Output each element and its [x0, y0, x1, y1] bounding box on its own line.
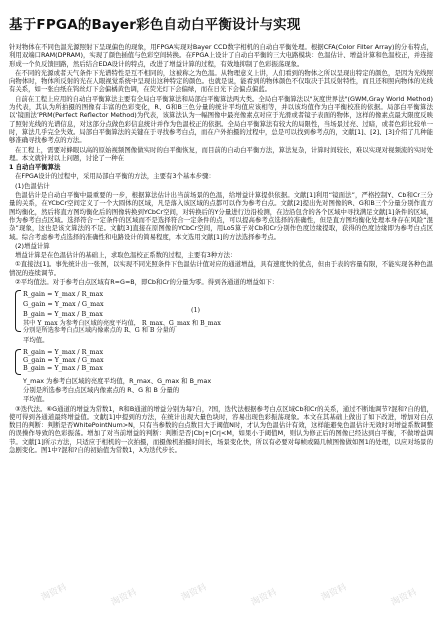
- equation-brace: [15, 349, 21, 375]
- equation-note: 平均值。: [23, 395, 49, 404]
- watermark-text: 淘资料: [319, 582, 349, 604]
- equation-line: B_gain = Y_max / B_max: [23, 310, 103, 319]
- watermark-text: 淘资料: [109, 587, 139, 609]
- paragraph: 在工程上，需要对蜂眼以高的原始视频图像做实时的白平衡恢复，而目前的自动白平衡方法，算法复杂，计算时间较长，难以实现对视频流的实时处理。本文就针对以上问题，讨论了一种在: [9, 145, 433, 162]
- equation-note-tail: 平均值。: [23, 336, 49, 345]
- paragraph: 色温估计是自动白平衡中最重要的一步，根据算法估计出当前场景的色温，给增益计算提供依据。文献[1]利用“镜面法”，严格控制Y、Cb和Cr三分量的关系，在YCbCr空间定义了一个大圆体的区域，凡是落入该区域的点都可以作为参考白点。文献[2]提出先对图像的R、G和B三个分量分别作直方图均衡化，然后将直方图均衡化后的图像转换到YCbCr空间，对转换后的Y分量进行边沿检测，在边沿包含的各个区域中寻找满足文献[1]条件的区域，作为参考白点区域。选择符合一定条件的区域而不是选择符合一定条件的点，可以提高参考点选择的准确性，但是直方图均衡化处理本身存在风险“混杂”现象，这也是该文算法的不足。文献[3]直接在原图像的YCbCr空间，用Lo5算子对Cb和Cr分别作色度边缘提取，获得的色度边缘即为参考白点区域。综合考虑参考点选择的准确性和电路设计的简易程度，本文选用文献[1]的方法选择参考点。: [9, 191, 433, 241]
- abstract-paragraph: 针对物体在不同色温光源照射下呈现偏色的现象，用FPGA实现对Bayer CCD数字相机的自动白平衡处理。根据CFA(Color Filter Array)的分布特点，利用双端口RAM(DPRAM)，实现了颜色插值与色彩空间转换。在FPGA上设计了自动白平衡的三大电路模块：色温估计、增益计算和色温校正，并连接形成一个负反馈回路，然后结合EDA设计的特点，改进了增益计算的过程，有效地抑制了色彩振荡现象。: [9, 43, 433, 68]
- watermark-text: 淘资料: [179, 582, 209, 604]
- equation-line: G_gain = Y_max / G_max: [23, 300, 104, 309]
- watermark-text: 淘资料: [39, 582, 69, 604]
- equation-line: G_gain = Y_max / G_max: [23, 355, 104, 364]
- paragraph: 在不同的光源或者天气条件下光谱特性是互不相同的，这被称之为色温。从物理意义上讲，人们看到的物体之所以呈现出特定的颜色，是因为光线照向物体时，物体所反射的光在人眼视觉系统中呈现出这种特定的颜色。也就是说，能看到的物体颜色不仅取决于其反射特性，而且还和照向物体的光线有关系，如一张白纸在钨丝灯下会偏橘黄色调，在荧光灯下会偏绿，而在日光下会偏点偏蓝。: [9, 68, 433, 94]
- equation-number: (1): [191, 306, 201, 315]
- equation-line: R_gain = Y_max / R_max: [23, 347, 104, 356]
- paragraph: 在FPGA设计的过程中，采用局部白平衡的方法，主要有3个基本步骤：: [15, 172, 215, 181]
- document-body: [9, 43, 433, 455]
- equation-note: 分别是所选参考白点区域内像素点的 R、G 和 B 分量的: [23, 385, 180, 394]
- watermark-text: 淘资料: [249, 587, 279, 609]
- paragraph: 增益计算是在色温估计的基础上，求取色温校正系数的过程，主要有3种方法：: [15, 251, 237, 260]
- equation-note: Y_max 为参考白区域的亮度平均值，R_max、G_max 和 B_max: [23, 376, 212, 385]
- equation-line: B_gain = Y_max / B_max: [23, 363, 103, 372]
- watermark-text: 淘资料: [389, 587, 419, 609]
- document-title: 基于FPGA的Bayer彩色自动白平衡设计与实现: [9, 17, 301, 33]
- section-heading: 1 自动白平衡算法: [9, 163, 61, 172]
- paragraph: ①直接法[1]。事先统计出一张图，以实现不同光照条件下色温估计值对应的通道增益，具有速度快的优点，但由于表的容量有限，不能实现各种色温情况的连续调节。: [9, 260, 433, 277]
- subsection-heading: (1)色温估计: [15, 181, 50, 190]
- equation-note: 分别是所选参考白点区域内像素点的 R、G 和 B 分量的: [23, 327, 175, 335]
- equation-brace: [15, 290, 21, 332]
- paragraph: ②平均值法。对于参考白点区域有R=G=B，即Cb和Cr的分量为零。得到各通道的增益如下：: [15, 278, 279, 287]
- equation-line: R_gain = Y_max / R_max: [23, 290, 104, 299]
- equation-block: [15, 347, 433, 375]
- equation-note: 其中 Y_max 为参考白区域的亮度平均值， R_max、G_max 和 B_max: [23, 320, 221, 328]
- equation-block: [15, 288, 433, 334]
- paragraph: 自前在工程上应用的自动白平衡算法主要有全局白平衡算法和局部白平衡算法两大类。全局白平衡算法以"灰度世界法"(GWM,Gray World Method)为代表，其认为所拍摄的图像有丰富的色彩变化，R、G和B三色分量的统计平均值应该相等，并以该均值作为白平衡校准的依据。局部白平衡算法以‘镜面法’PRM(Perfect Reflector Method)为代表，该算法认为一幅图像中最亮像素点对应于光滑或者镜子表面的物体，这样的像素点最大限度反映了照射光线的光谱信息，对这部分点做色彩信息统计并作为色温校正的依据。全局白平衡算法有较大的局限性，当场景过亮、过暗，或者色彩比较单一时，算法几乎完全失效。局部白平衡算法的关键在于寻找参考白点，而在户外拍摄的过程中，总是可以找到参考点的，文献[1]、[2]、[3]介绍了几种能够准确寻找参考点的方法。: [9, 94, 433, 145]
- subsection-heading: (2)增益计算: [15, 241, 50, 250]
- paragraph: ③迭代法。⑥G通道的增益为常数1，R和B通道的增益分别为每?自，?国，迭代法根据参考白点区域Cb和Cr的关系，通过不断地调节?混和?自的值，使可得到各通道最终增益值。文献[1]中提到的方法，在统计出现大量色块时，容易出现色彩振荡现象。本文在其基础上做出了如下改进，增加对白点数目的判断：判断是否WhitePointNum>N，只有当参数的白点数目大于阈值N时，才认为色温估计有效，这样能避免色温估计无效时对增益系数调整的误操作导致的色彩振荡。增加了对当前增益的判断：判断是否|Cb|+|Cr|<M，如果小于阈值M，则认为修正后的图像已经达到白平衡，不做增益调节。文献[1]所示方法，只适应于相机的一次拍摄，而摄像机拍摄时间长，场景变化快，所以有必要对每帧或隔几帧图像做如图1的处理，以应对场景的急剧变化。图1中?混和?自的初始值为常数1，λ为迭代步长。: [9, 404, 433, 454]
